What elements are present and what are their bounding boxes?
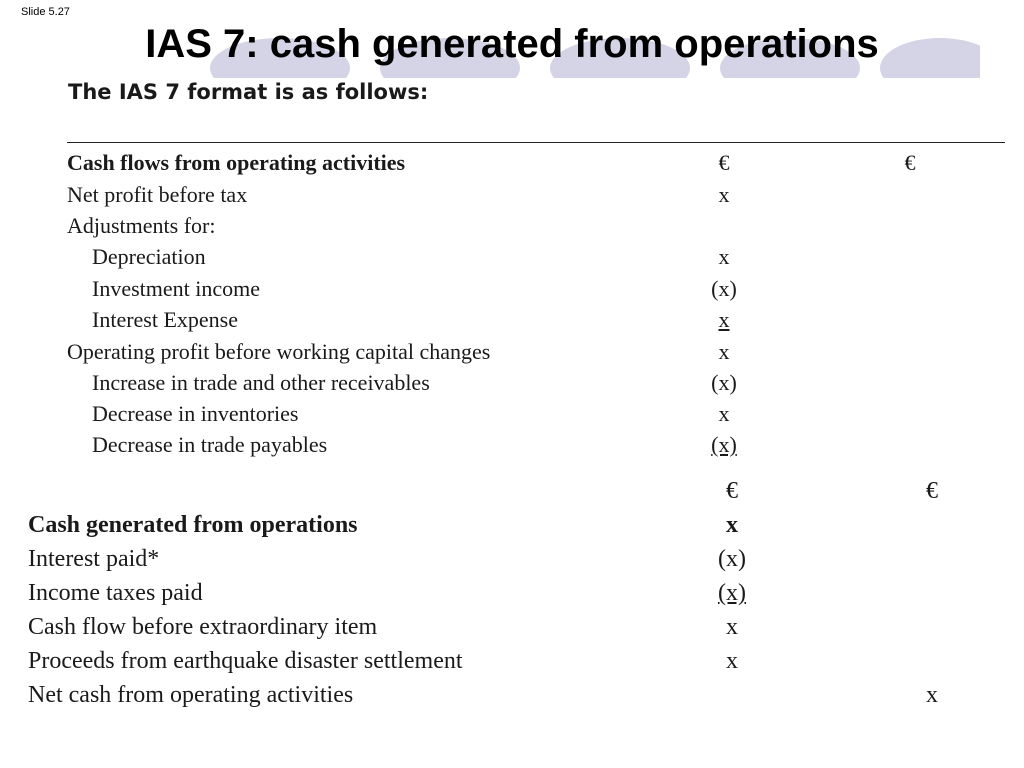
value-col1: (x) bbox=[711, 432, 737, 457]
row-label: Income taxes paid bbox=[28, 580, 203, 606]
value-col1: x bbox=[726, 512, 738, 538]
row-label: Cash flows from operating activities bbox=[67, 150, 406, 175]
row-label: Proceeds from earthquake disaster settlement bbox=[28, 648, 463, 674]
value-col2: € bbox=[904, 150, 916, 175]
row-label: Investment income bbox=[92, 276, 261, 301]
value-col1: x bbox=[718, 182, 730, 207]
value-col1: x bbox=[718, 307, 730, 332]
row-label: Net profit before tax bbox=[67, 182, 248, 207]
value-col1: (x) bbox=[718, 546, 746, 572]
row-label: Depreciation bbox=[92, 244, 206, 269]
row-label: Cash generated from operations bbox=[28, 512, 358, 538]
intro-text: The IAS 7 format is as follows: bbox=[68, 80, 429, 104]
row-label: Net cash from operating activities bbox=[28, 682, 354, 708]
value-col2: x bbox=[926, 682, 938, 708]
row-label: Interest paid* bbox=[28, 546, 160, 572]
value-col1: € bbox=[718, 150, 730, 175]
row-label: Operating profit before working capital changes bbox=[67, 339, 491, 364]
header-rule bbox=[67, 142, 1005, 143]
value-col1: (x) bbox=[711, 370, 737, 395]
row-label: Increase in trade and other receivables bbox=[92, 370, 430, 395]
page-title: IAS 7: cash generated from operations bbox=[145, 22, 879, 66]
value-col1: x bbox=[726, 614, 738, 640]
row-label: Interest Expense bbox=[92, 307, 238, 332]
value-col1: x bbox=[726, 648, 738, 674]
value-col1: x bbox=[718, 339, 730, 364]
value-col1: (x) bbox=[718, 580, 746, 606]
slide-number: Slide 5.27 bbox=[21, 6, 70, 18]
row-label: Decrease in inventories bbox=[92, 401, 299, 426]
value-col1: (x) bbox=[711, 276, 737, 301]
value-col2: € bbox=[926, 478, 938, 504]
row-label: Decrease in trade payables bbox=[92, 432, 328, 457]
row-label: Cash flow before extraordinary item bbox=[28, 614, 378, 640]
value-col1: x bbox=[718, 401, 730, 426]
value-col1: x bbox=[718, 244, 730, 269]
row-label: Adjustments for: bbox=[67, 213, 216, 238]
value-col1: € bbox=[726, 478, 738, 504]
